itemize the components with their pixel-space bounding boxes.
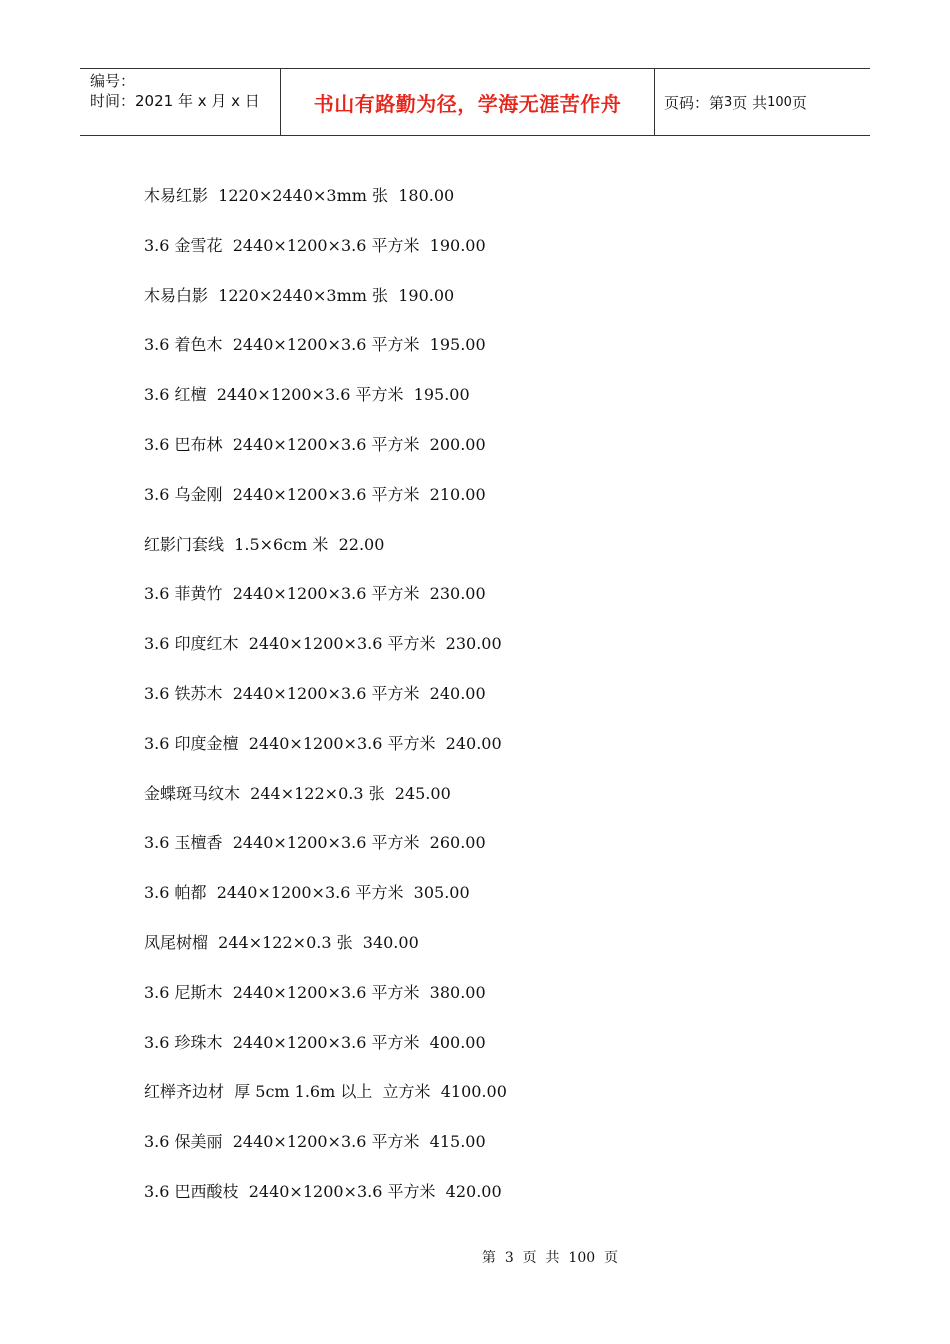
list-item: 木易红影 1220×2440×3mm 张 180.00 bbox=[144, 186, 455, 205]
list-item: 3.6 印度金檀 2440×1200×3.6 平方米 240.00 bbox=[144, 733, 502, 753]
page-footer: 第 3 页 共 100 页 bbox=[481, 1250, 619, 1266]
list-item: 3.6 印度红木 2440×1200×3.6 平方米 230.00 bbox=[144, 634, 502, 654]
list-item: 3.6 乌金刚 2440×1200×3.6 平方米 210.00 bbox=[144, 484, 486, 504]
list-item: 凤尾树榴 244×122×0.3 张 340.00 bbox=[144, 932, 419, 952]
list-item: 3.6 珍珠木 2440×1200×3.6 平方米 400.00 bbox=[144, 1032, 486, 1052]
page-current: 3 bbox=[724, 94, 733, 110]
list-item: 红榉齐边材 厚 5cm 1.6m 以上 立方米 4100.00 bbox=[144, 1082, 507, 1102]
number-label: 编号： bbox=[90, 72, 136, 90]
list-item: 3.6 巴布林 2440×1200×3.6 平方米 200.00 bbox=[144, 434, 486, 454]
list-item: 3.6 巴西酸枝 2440×1200×3.6 平方米 420.00 bbox=[144, 1181, 502, 1201]
page-prefix: 页码：第 bbox=[664, 93, 725, 112]
list-item: 3.6 玉檀香 2440×1200×3.6 平方米 260.00 bbox=[144, 833, 486, 853]
page-header bbox=[80, 68, 870, 136]
list-item: 3.6 菲黄竹 2440×1200×3.6 平方米 230.00 bbox=[144, 584, 486, 604]
header-motto: 书山有路勤为径，学海无涯苦作舟 bbox=[281, 69, 655, 135]
page-mid: 页 共 bbox=[732, 93, 768, 112]
list-item: 红影门套线 1.5×6cm 米 22.00 bbox=[144, 534, 385, 554]
list-item: 3.6 保美丽 2440×1200×3.6 平方米 415.00 bbox=[144, 1132, 486, 1152]
list-item: 3.6 尼斯木 2440×1200×3.6 平方米 380.00 bbox=[144, 982, 486, 1002]
time-label: 时间：2021 年 x 月 x 日 bbox=[90, 92, 260, 110]
list-item: 3.6 红檀 2440×1200×3.6 平方米 195.00 bbox=[144, 385, 470, 405]
list-item: 3.6 铁苏木 2440×1200×3.6 平方米 240.00 bbox=[144, 683, 486, 703]
page-suffix: 页 bbox=[791, 93, 807, 112]
list-item: 3.6 帕都 2440×1200×3.6 平方米 305.00 bbox=[144, 883, 470, 903]
list-item: 木易白影 1220×2440×3mm 张 190.00 bbox=[144, 285, 455, 305]
list-item: 金蝶斑马纹木 244×122×0.3 张 245.00 bbox=[144, 783, 451, 803]
list-item: 3.6 金雪花 2440×1200×3.6 平方米 190.00 bbox=[144, 235, 486, 255]
list-item: 3.6 着色木 2440×1200×3.6 平方米 195.00 bbox=[144, 335, 486, 355]
header-page-info bbox=[655, 69, 870, 135]
page-total: 100 bbox=[767, 94, 792, 110]
header-meta bbox=[80, 69, 281, 135]
price-list bbox=[144, 185, 507, 1231]
